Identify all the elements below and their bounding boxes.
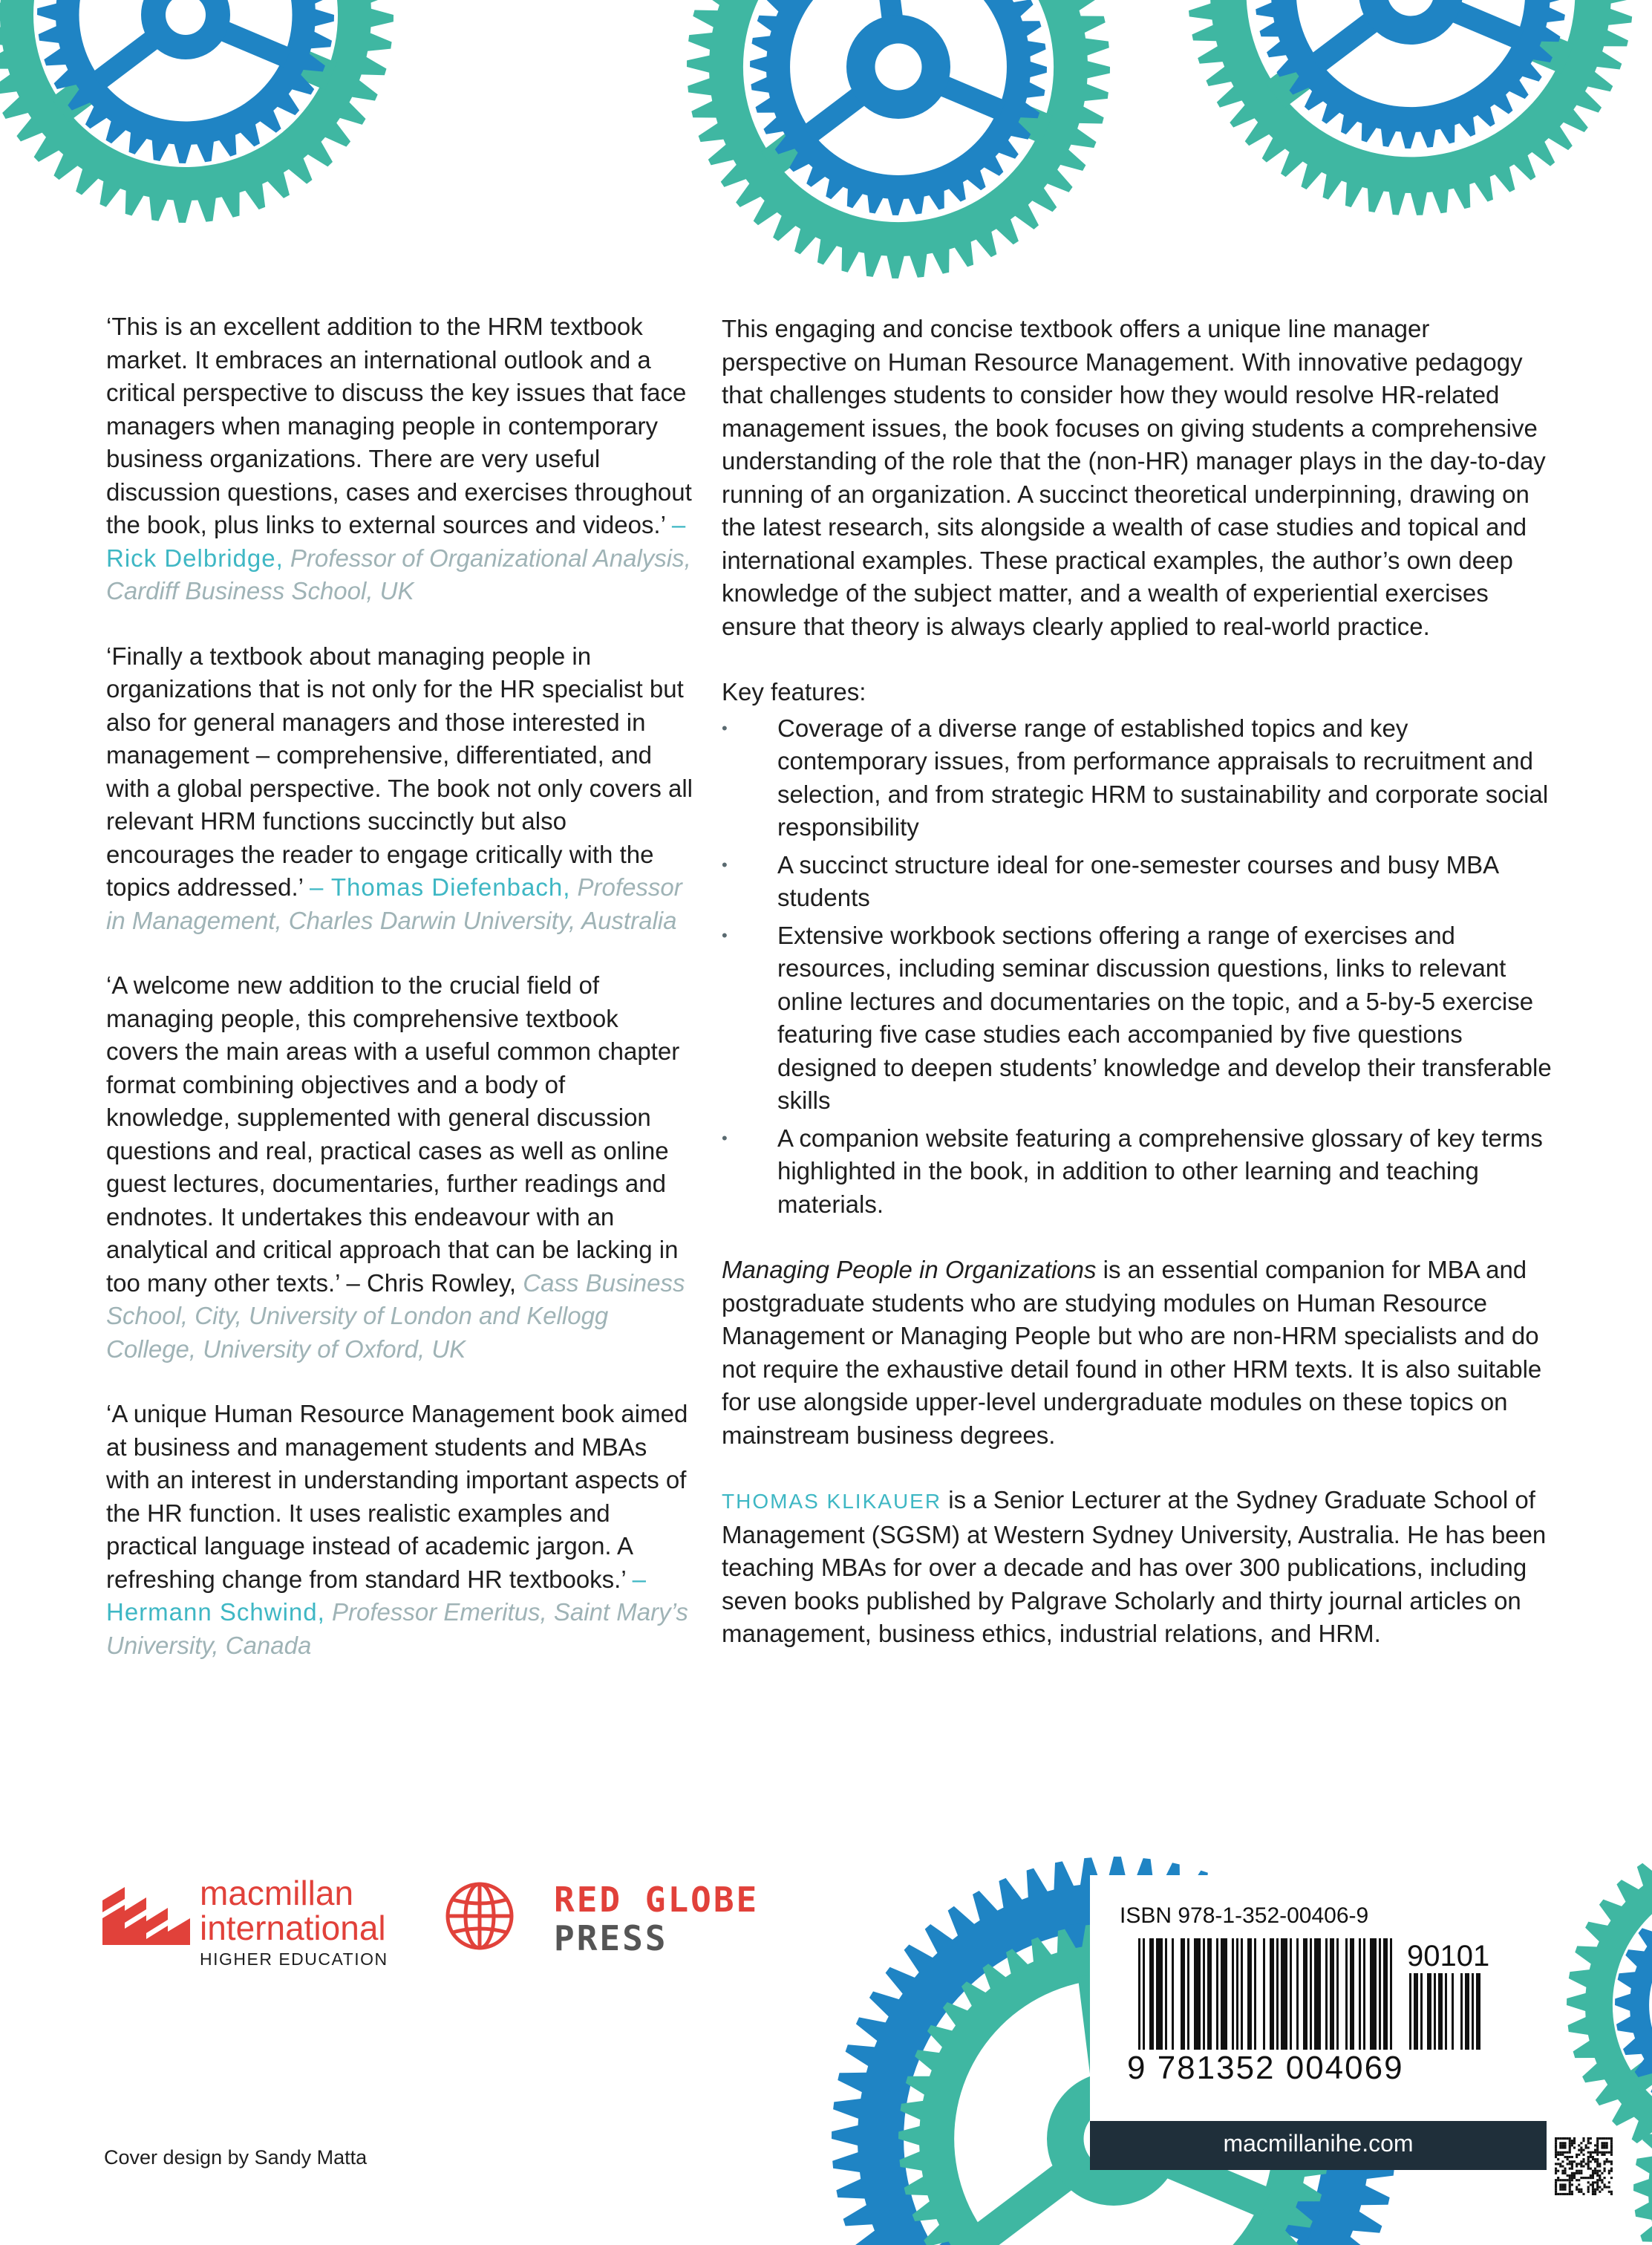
barcode-bar (1138, 1938, 1140, 2050)
barcode-bar (1476, 1973, 1480, 2050)
bullet-icon: • (722, 1128, 728, 1147)
barcode-bars (1138, 1938, 1394, 2050)
barcode-bar (1221, 1938, 1227, 2050)
barcode-bar (1434, 1973, 1436, 2050)
barcode-bar (1181, 1938, 1185, 2050)
quote-author: – Thomas Diefenbach, (309, 873, 571, 901)
audience-paragraph: Managing People in Organizations is an essential companion for MBA and postgraduate students who are studying modules on Human Resource Management or Managing People but who are non-HRM specialists and do not require the exhaustive detail found in other HRM texts. It is also suitable for use alongside upper-level undergraduate modules on these topics on mainstream business degrees. (722, 1256, 1542, 1449)
macmillan-international: international (200, 1909, 386, 1947)
barcode-bar (1383, 1938, 1388, 2050)
quote-author: Chris Rowley, (366, 1268, 517, 1297)
endorsement-quote (106, 969, 693, 1366)
barcode-bar (1263, 1938, 1265, 2050)
endorsement-quote (106, 310, 693, 608)
barcode-bar (1452, 1973, 1454, 2050)
barcode-bar (1314, 1938, 1321, 2050)
red-globe-press-logo (444, 1877, 778, 1959)
quote-author: – Rick Delbridge, (106, 511, 687, 572)
bullet-icon: • (722, 855, 728, 874)
barcode-bar (1290, 1938, 1292, 2050)
barcode-bar (1241, 1938, 1243, 2050)
barcode-bar (1187, 1938, 1189, 2050)
press-wordmark: PRESS (554, 1918, 668, 1958)
isbn-number: ISBN 978-1-352-00406-9 (1120, 1903, 1369, 1928)
barcode-bar (1359, 1938, 1361, 2050)
barcode-bar (1247, 1938, 1252, 2050)
endorsement-quote (106, 1398, 693, 1662)
endorsements-column (106, 310, 693, 1662)
quote-affiliation: Cass Business School, City, University of London and Kellogg College, University of Oxford, UK (106, 1268, 685, 1363)
key-features-list (722, 712, 1561, 1222)
barcode-bar (1370, 1938, 1377, 2050)
barcode-bar (1363, 1938, 1365, 2050)
barcode-bar (1310, 1938, 1312, 2050)
barcode-bar (1254, 1938, 1256, 2050)
macmillan-wordmark: macmillan (200, 1874, 354, 1912)
barcode-bar (1281, 1938, 1287, 2050)
quote-text: ‘A unique Human Resource Management book aimed at business and management students and MBAs with an interest in understanding important aspects of the HR function. It uses realistic examples and practical language instead of academic jargon. A refreshing change from standard HR textbooks.’ (106, 1400, 688, 1593)
barcode-bar (1296, 1938, 1299, 2050)
quote-affiliation: Professor of Organizational Analysis, Cardiff Business School, UK (106, 544, 691, 605)
website-link[interactable]: macmillanihe.com (1223, 2130, 1414, 2157)
barcode-bar (1143, 1938, 1145, 2050)
list-item: • Coverage of a diverse range of established topics and key contemporary issues, from performance appraisals to recruitment and selection, and from strategic HRM to sustainability and corporate social responsibility (722, 712, 1561, 844)
book-description: This engaging and concise textbook offers a unique line manager perspective on Human Resource Management. With innovative pedagogy that challenges students to consider how they would resolve HR-related management issues, the book focuses on giving students a comprehensive understanding of the role that the (non-HR) manager plays in the day-to-day running of an organization. A succinct theoretical underpinning, drawing on the latest research, sits alongside a wealth of case studies and topical and international examples. These practical examples, the author’s own deep knowledge of the subject matter, and a wealth of experiential exercises ensure that theory is always clearly applied to real-world practice. (722, 315, 1546, 640)
key-features-heading: Key features: (722, 678, 866, 706)
barcode-digits: 9 781352 004069 (1127, 2050, 1404, 2086)
barcode-bar (1465, 1973, 1469, 2050)
barcode-bar (1445, 1973, 1447, 2050)
barcode-bar (1390, 1938, 1392, 2050)
macmillan-higher-education: HIGHER EDUCATION (200, 1949, 388, 1969)
barcode-bar (1270, 1938, 1274, 2050)
barcode-bar (1350, 1938, 1354, 2050)
quote-author: – Hermann Schwind, (106, 1565, 647, 1626)
barcode-bar (1207, 1938, 1212, 2050)
isbn-barcode-box (1090, 1875, 1547, 2131)
quote-affiliation: Professor in Management, Charles Darwin University, Australia (106, 873, 682, 934)
barcode-bar (1345, 1938, 1348, 2050)
barcode-bar (1427, 1973, 1431, 2050)
price-code: 90101 (1407, 1940, 1490, 1972)
barcode-bar (1276, 1938, 1279, 2050)
globe-icon (444, 1880, 515, 1952)
macmillan-logo (102, 1874, 414, 1969)
blurb-column (722, 313, 1561, 1651)
barcode-bar (1203, 1938, 1205, 2050)
barcode-bar (1472, 1973, 1474, 2050)
barcode-bar (1409, 1973, 1411, 2050)
book-title: Managing People in Organizations (722, 1256, 1097, 1283)
barcode-bar (1379, 1938, 1381, 2050)
red-globe-wordmark: RED GLOBE (554, 1880, 760, 1920)
barcode-bar (1303, 1938, 1307, 2050)
barcode-bar (1460, 1973, 1463, 2050)
cover-credit: Cover design by Sandy Matta (104, 2146, 368, 2169)
barcode-addon-bars (1409, 1973, 1491, 2050)
macmillan-m-icon (102, 1883, 190, 1945)
bullet-icon: • (722, 925, 728, 945)
quote-affiliation: Professor Emeritus, Saint Mary’s University, Canada (106, 1598, 688, 1659)
barcode-bar (1149, 1938, 1154, 2050)
author-name: THOMAS KLIKAUER (722, 1490, 942, 1513)
barcode-bar (1325, 1938, 1328, 2050)
barcode-bar (1216, 1938, 1218, 2050)
barcode-bar (1336, 1938, 1339, 2050)
bullet-icon: • (722, 718, 728, 737)
barcode-bar (1330, 1938, 1334, 2050)
quote-text: ‘Finally a textbook about managing people in organizations that is not only for the HR specialist but also for general managers and those interested in management – comprehensive, differentiated, and with a global perspective. The book not only covers all relevant HRM functions succinctly but also encourages the reader to engage critically with the topics addressed.’ (106, 642, 693, 901)
website-bar (1090, 2121, 1547, 2170)
barcode-bar (1232, 1938, 1234, 2050)
barcode-bar (1420, 1973, 1423, 2050)
quote-text: ‘This is an excellent addition to the HRM textbook market. It embraces an international outlook and a critical perspective to discuss the key issues that face managers when managing people in contemporary business organizations. There are very useful discussion questions, cases and exercises throughout the book, plus links to external sources and videos.’ (106, 313, 692, 538)
author-bio: THOMAS KLIKAUER is a Senior Lecturer at the Sydney Graduate School of Management (SGSM) at Western Sydney University, Australia. He has been teaching MBAs for over a decade and has over 300 publications, including seven books published by Palgrave Scholarly and thirty journal articles on management, business ethics, industrial relations, and HRM. (722, 1486, 1547, 1647)
list-item: • A succinct structure ideal for one-semester courses and busy MBA students (722, 849, 1561, 915)
list-item: • Extensive workbook sections offering a range of exercises and resources, including seminar discussion questions, links to relevant online lectures and documentaries on the topic, and a 5-by-5 exercise featuring five case studies each accompanied by five questions designed to deepen students’ knowledge and develop their transferable skills (722, 919, 1561, 1118)
barcode-bar (1438, 1973, 1443, 2050)
qr-code-icon (1555, 2137, 1613, 2195)
barcode-bar (1165, 1938, 1167, 2050)
endorsement-quote (106, 640, 693, 938)
quote-dash: – (346, 1268, 367, 1297)
barcode-bar (1172, 1938, 1174, 2050)
quote-text: ‘A welcome new addition to the crucial field of managing people, this comprehensive textbook covers the main areas with a useful common chapter format combining objectives and a body of knowledge, supplemented with general discussion questions and real, practical cases as well as online guest lectures, documentaries, further readings and endnotes. It undertakes this endeavour with an analytical and critical approach that can be lacking in too many other texts.’ (106, 971, 680, 1297)
barcode-bar (1156, 1938, 1163, 2050)
barcode-bar (1414, 1973, 1418, 2050)
barcode-bar (1236, 1938, 1238, 2050)
list-item: • A companion website featuring a comprehensive glossary of key terms highlighted in the book, in addition to other learning and teaching materials. (722, 1122, 1561, 1222)
barcode-bar (1194, 1938, 1201, 2050)
